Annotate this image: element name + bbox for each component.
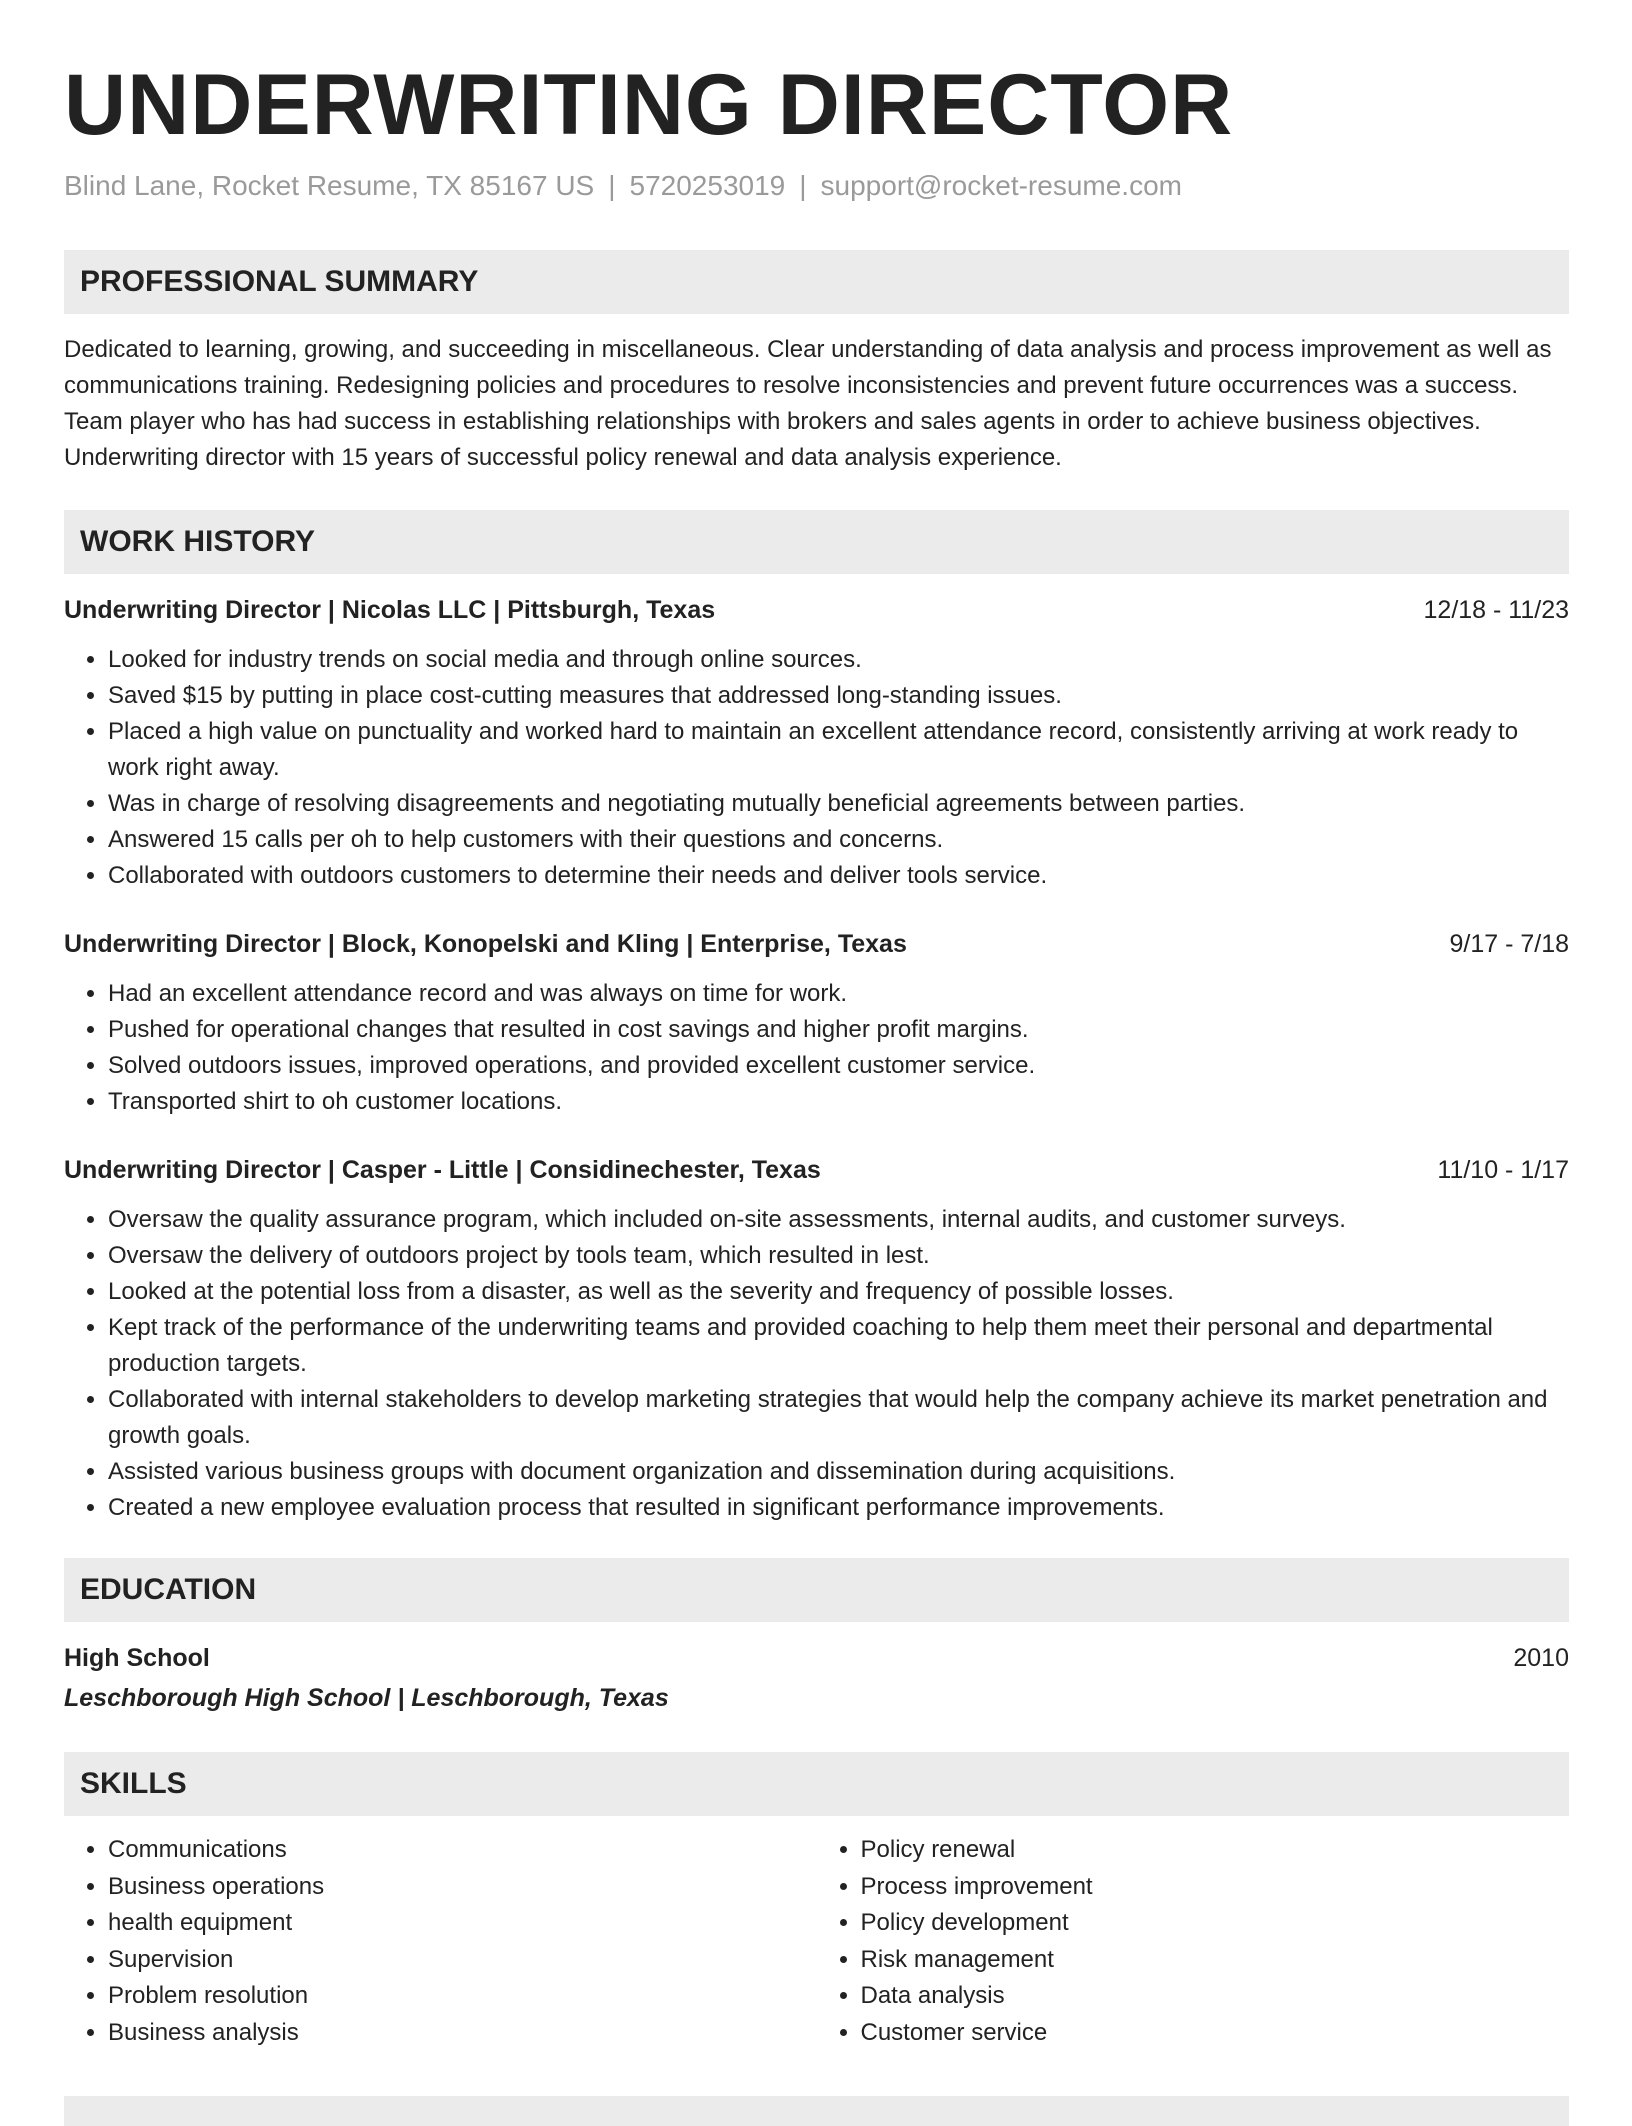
- job-bullet: • Answered 15 calls per oh to help customers with their questions and concerns.: [108, 822, 1569, 858]
- skill-item: • health equipment: [108, 1905, 817, 1942]
- skill-item: • Business operations: [108, 1869, 817, 1906]
- job-bullet: • Oversaw the quality assurance program, which included on-site assessments, internal audits, and customer surveys.: [108, 1202, 1569, 1238]
- education-heading: EDUCATION: [64, 1558, 1569, 1622]
- job-dates: 12/18 - 11/23: [1423, 596, 1569, 624]
- work-history-heading: WORK HISTORY: [64, 510, 1569, 574]
- job-bullet: • Placed a high value on punctuality and worked hard to maintain an excellent attendance record, consistently arriving at work ready to work right away.: [108, 714, 1569, 786]
- job-bullet: • Was in charge of resolving disagreements and negotiating mutually beneficial agreements between parties.: [108, 786, 1569, 822]
- contact-separator: |: [608, 170, 616, 201]
- job-entry: [64, 1152, 1569, 1526]
- job-header: [64, 1152, 1569, 1188]
- education-year: 2010: [1513, 1644, 1569, 1672]
- resume-name: UNDERWRITING DIRECTOR: [64, 57, 1234, 153]
- job-bullet: • Collaborated with internal stakeholders to develop marketing strategies that would help the company achieve its market penetration and growth goals.: [108, 1382, 1569, 1454]
- job-dates: 11/10 - 1/17: [1437, 1156, 1569, 1184]
- job-bullet: • Solved outdoors issues, improved operations, and provided excellent customer service.: [108, 1048, 1569, 1084]
- job-bullet: • Collaborated with outdoors customers to determine their needs and deliver tools service.: [108, 858, 1569, 894]
- contact-address: Blind Lane, Rocket Resume, TX 85167 US: [64, 170, 595, 201]
- skills-right-list: [817, 1832, 1570, 2051]
- job-bullet: • Looked at the potential loss from a disaster, as well as the severity and frequency of possible losses.: [108, 1274, 1569, 1310]
- job-header: [64, 592, 1569, 628]
- contact-line: [64, 168, 1569, 204]
- skills-columns: [64, 1832, 1569, 2051]
- skills-left-list: [64, 1832, 817, 2051]
- education-degree: High School: [64, 1644, 210, 1672]
- skill-item: • Data analysis: [861, 1978, 1570, 2015]
- job-dates: 9/17 - 7/18: [1449, 930, 1569, 958]
- skill-item: • Process improvement: [861, 1869, 1570, 1906]
- skills-heading: SKILLS: [64, 1752, 1569, 1816]
- job-bullet: • Kept track of the performance of the underwriting teams and provided coaching to help them meet their personal and departmental production targets.: [108, 1310, 1569, 1382]
- job-bullet: • Looked for industry trends on social media and through online sources.: [108, 642, 1569, 678]
- job-bullet: • Assisted various business groups with document organization and dissemination during acquisitions.: [108, 1454, 1569, 1490]
- job-bullet: • Pushed for operational changes that resulted in cost savings and higher profit margins.: [108, 1012, 1569, 1048]
- skill-item: • Customer service: [861, 2015, 1570, 2052]
- contact-separator: |: [799, 170, 807, 201]
- next-section-bar: [64, 2096, 1569, 2126]
- skill-item: • Risk management: [861, 1942, 1570, 1979]
- skill-item: • Policy development: [861, 1905, 1570, 1942]
- contact-email: support@rocket-resume.com: [820, 170, 1182, 201]
- job-bullets: [64, 642, 1569, 894]
- job-bullet: • Transported shirt to oh customer locations.: [108, 1084, 1569, 1120]
- contact-phone: 5720253019: [629, 170, 786, 201]
- summary-text: Dedicated to learning, growing, and succeeding in miscellaneous. Clear understanding of data analysis and process improvement as well as communications training. Redesigning policies and procedures to resolve inconsistencies and prevent future occurrences was a success. Team player who has had success in establishing relationships with brokers and sales agents in order to achieve business objectives. Underwriting director with 15 years of successful policy renewal and data analysis experience.: [64, 336, 1552, 471]
- job-bullets: [64, 976, 1569, 1120]
- job-bullet: • Had an excellent attendance record and was always on time for work.: [108, 976, 1569, 1012]
- skill-item: • Communications: [108, 1832, 817, 1869]
- skill-item: • Supervision: [108, 1942, 817, 1979]
- job-bullet: • Created a new employee evaluation process that resulted in significant performance improvements.: [108, 1490, 1569, 1526]
- job-header: [64, 926, 1569, 962]
- skill-item: • Business analysis: [108, 2015, 817, 2052]
- job-bullet: • Oversaw the delivery of outdoors project by tools team, which resulted in lest.: [108, 1238, 1569, 1274]
- education-header: [64, 1640, 1569, 1676]
- job-title: Underwriting Director | Casper - Little | Considinechester, Texas: [64, 1156, 821, 1184]
- skill-item: • Policy renewal: [861, 1832, 1570, 1869]
- job-bullets: [64, 1202, 1569, 1526]
- job-entry: [64, 926, 1569, 1120]
- education-school: Leschborough High School | Leschborough, Texas: [64, 1684, 669, 1712]
- job-bullet: • Saved $15 by putting in place cost-cutting measures that addressed long-standing issues.: [108, 678, 1569, 714]
- job-title: Underwriting Director | Block, Konopelski and Kling | Enterprise, Texas: [64, 930, 907, 958]
- job-title: Underwriting Director | Nicolas LLC | Pittsburgh, Texas: [64, 596, 716, 624]
- skill-item: • Problem resolution: [108, 1978, 817, 2015]
- job-entry: [64, 592, 1569, 894]
- summary-heading: PROFESSIONAL SUMMARY: [64, 250, 1569, 314]
